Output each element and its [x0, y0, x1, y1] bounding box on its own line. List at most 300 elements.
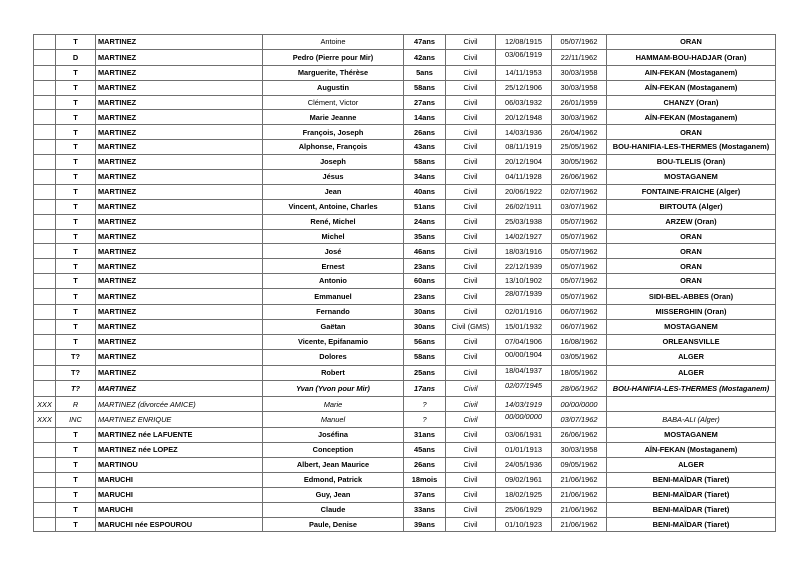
status-cell: Civil	[446, 110, 496, 125]
age-cell: 23ans	[404, 259, 446, 274]
table-row	[34, 155, 776, 170]
code-cell: D	[56, 49, 96, 65]
place-cell: ORLEANSVILLE	[607, 334, 776, 349]
date-cell: 26/06/1962	[552, 170, 607, 185]
birth-date-cell: 09/02/1961	[496, 472, 552, 487]
date-cell: 05/07/1962	[552, 244, 607, 259]
code-cell: T	[56, 155, 96, 170]
first-names-cell: Joseph	[263, 155, 404, 170]
place-cell: BENI-MAÏDAR (Tiaret)	[607, 472, 776, 487]
status-cell: Civil	[446, 259, 496, 274]
mark-cell	[34, 140, 56, 155]
first-names-cell: François, Joseph	[263, 125, 404, 140]
last-name-cell: MARTINOU	[96, 457, 263, 472]
mark-cell	[34, 80, 56, 95]
status-cell: Civil	[446, 487, 496, 502]
mark-cell	[34, 472, 56, 487]
first-names-cell: Edmond, Patrick	[263, 472, 404, 487]
date-cell: 05/07/1962	[552, 214, 607, 229]
birth-date-cell: 22/12/1939	[496, 259, 552, 274]
place-cell: MOSTAGANEM	[607, 319, 776, 334]
status-cell: Civil	[446, 170, 496, 185]
age-cell: 33ans	[404, 502, 446, 517]
first-names-cell: Paule, Denise	[263, 517, 404, 532]
date-cell: 09/05/1962	[552, 457, 607, 472]
code-cell: T?	[56, 365, 96, 381]
status-cell: Civil	[446, 140, 496, 155]
first-names-cell: Manuel	[263, 412, 404, 428]
date-cell: 26/06/1962	[552, 428, 607, 443]
status-cell: Civil	[446, 349, 496, 365]
age-cell: ?	[404, 397, 446, 412]
first-names-cell: Marguerite, Thérèse	[263, 65, 404, 80]
date-cell: 30/03/1958	[552, 80, 607, 95]
date-cell: 05/07/1962	[552, 274, 607, 289]
age-cell: 43ans	[404, 140, 446, 155]
code-cell: T	[56, 274, 96, 289]
date-cell: 03/05/1962	[552, 349, 607, 365]
age-cell: 35ans	[404, 229, 446, 244]
table-row	[34, 319, 776, 334]
last-name-cell: MARTINEZ	[96, 125, 263, 140]
code-cell: T	[56, 229, 96, 244]
mark-cell	[34, 457, 56, 472]
place-cell: ORAN	[607, 259, 776, 274]
code-cell: T	[56, 214, 96, 229]
table-row	[34, 95, 776, 110]
last-name-cell: MARTINEZ	[96, 35, 263, 50]
last-name-cell: MARTINEZ	[96, 95, 263, 110]
birth-date-cell: 18/02/1925	[496, 487, 552, 502]
age-cell: 58ans	[404, 80, 446, 95]
status-cell: Civil	[446, 412, 496, 428]
mark-cell	[34, 259, 56, 274]
code-cell: T	[56, 80, 96, 95]
place-cell: AIN-FEKAN (Mostaganem)	[607, 65, 776, 80]
place-cell: ORAN	[607, 35, 776, 50]
code-cell: T	[56, 244, 96, 259]
birth-date-cell: 20/12/1904	[496, 155, 552, 170]
age-cell: 26ans	[404, 125, 446, 140]
table-row	[34, 428, 776, 443]
code-cell: T	[56, 428, 96, 443]
first-names-cell: Joséfina	[263, 428, 404, 443]
status-cell: Civil (GMS)	[446, 319, 496, 334]
last-name-cell: MARTINEZ née LAFUENTE	[96, 428, 263, 443]
last-name-cell: MARTINEZ	[96, 170, 263, 185]
place-cell: AÏN-FEKAN (Mostaganem)	[607, 443, 776, 458]
place-cell: AÏN-FEKAN (Mostaganem)	[607, 110, 776, 125]
date-cell: 00/00/0000	[552, 397, 607, 412]
age-cell: 31ans	[404, 428, 446, 443]
last-name-cell: MARTINEZ	[96, 289, 263, 305]
code-cell: T	[56, 35, 96, 50]
table-row	[34, 140, 776, 155]
birth-date-cell: 18/03/1916	[496, 244, 552, 259]
status-cell: Civil	[446, 381, 496, 397]
age-cell: 5ans	[404, 65, 446, 80]
table-row	[34, 502, 776, 517]
birth-date-cell: 25/03/1938	[496, 214, 552, 229]
birth-date-cell: 12/08/1915	[496, 35, 552, 50]
code-cell: T	[56, 319, 96, 334]
age-cell: 40ans	[404, 184, 446, 199]
birth-date-cell: 04/11/1928	[496, 170, 552, 185]
mark-cell	[34, 502, 56, 517]
first-names-cell: Conception	[263, 443, 404, 458]
date-cell: 06/07/1962	[552, 305, 607, 320]
table-row	[34, 289, 776, 305]
first-names-cell: José	[263, 244, 404, 259]
birth-date-cell: 08/11/1919	[496, 140, 552, 155]
place-cell: AÏN-FEKAN (Mostaganem)	[607, 80, 776, 95]
mark-cell	[34, 214, 56, 229]
status-cell: Civil	[446, 244, 496, 259]
first-names-cell: Marie	[263, 397, 404, 412]
date-cell: 30/03/1958	[552, 65, 607, 80]
code-cell: T?	[56, 381, 96, 397]
last-name-cell: MARTINEZ	[96, 155, 263, 170]
birth-date-cell: 03/06/1919	[496, 49, 552, 65]
first-names-cell: Augustin	[263, 80, 404, 95]
birth-date-cell: 28/07/1939	[496, 289, 552, 305]
status-cell: Civil	[446, 49, 496, 65]
mark-cell	[34, 155, 56, 170]
age-cell: 17ans	[404, 381, 446, 397]
status-cell: Civil	[446, 199, 496, 214]
status-cell: Civil	[446, 80, 496, 95]
place-cell: ALGER	[607, 349, 776, 365]
age-cell: 45ans	[404, 443, 446, 458]
table-row	[34, 184, 776, 199]
first-names-cell: Alphonse, François	[263, 140, 404, 155]
table-row	[34, 487, 776, 502]
status-cell: Civil	[446, 65, 496, 80]
status-cell: Civil	[446, 184, 496, 199]
place-cell: BOU-HANIFIA-LES-THERMES (Mostaganem)	[607, 381, 776, 397]
mark-cell	[34, 274, 56, 289]
status-cell: Civil	[446, 155, 496, 170]
status-cell: Civil	[446, 35, 496, 50]
table-row	[34, 412, 776, 428]
date-cell: 16/08/1962	[552, 334, 607, 349]
status-cell: Civil	[446, 229, 496, 244]
place-cell: ALGER	[607, 365, 776, 381]
place-cell: ORAN	[607, 244, 776, 259]
status-cell: Civil	[446, 517, 496, 532]
date-cell: 21/06/1962	[552, 487, 607, 502]
birth-date-cell: 00/00/1904	[496, 349, 552, 365]
mark-cell	[34, 184, 56, 199]
table-row	[34, 457, 776, 472]
status-cell: Civil	[446, 457, 496, 472]
code-cell: T	[56, 140, 96, 155]
birth-date-cell: 14/02/1927	[496, 229, 552, 244]
place-cell: SIDI-BEL-ABBES (Oran)	[607, 289, 776, 305]
age-cell: 37ans	[404, 487, 446, 502]
date-cell: 30/05/1962	[552, 155, 607, 170]
birth-date-cell: 06/03/1932	[496, 95, 552, 110]
first-names-cell: Robert	[263, 365, 404, 381]
table-row	[34, 229, 776, 244]
table-row	[34, 35, 776, 50]
first-names-cell: Albert, Jean Maurice	[263, 457, 404, 472]
birth-date-cell: 07/04/1906	[496, 334, 552, 349]
last-name-cell: MARTINEZ	[96, 80, 263, 95]
place-cell: BENI-MAÏDAR (Tiaret)	[607, 502, 776, 517]
mark-cell	[34, 65, 56, 80]
table-row	[34, 170, 776, 185]
last-name-cell: MARTINEZ	[96, 244, 263, 259]
place-cell: MISSERGHIN (Oran)	[607, 305, 776, 320]
birth-date-cell: 03/06/1931	[496, 428, 552, 443]
first-names-cell: Emmanuel	[263, 289, 404, 305]
mark-cell	[34, 95, 56, 110]
birth-date-cell: 01/10/1923	[496, 517, 552, 532]
last-name-cell: MARUCHI	[96, 502, 263, 517]
date-cell: 30/03/1962	[552, 110, 607, 125]
birth-date-cell: 02/01/1916	[496, 305, 552, 320]
age-cell: 27ans	[404, 95, 446, 110]
mark-cell	[34, 349, 56, 365]
last-name-cell: MARTINEZ	[96, 49, 263, 65]
date-cell: 06/07/1962	[552, 319, 607, 334]
age-cell: 23ans	[404, 289, 446, 305]
table-row	[34, 305, 776, 320]
first-names-cell: Ernest	[263, 259, 404, 274]
birth-date-cell: 01/01/1913	[496, 443, 552, 458]
date-cell: 21/06/1962	[552, 472, 607, 487]
mark-cell: XXX	[34, 397, 56, 412]
last-name-cell: MARTINEZ ENRIQUE	[96, 412, 263, 428]
birth-date-cell: 25/12/1906	[496, 80, 552, 95]
place-cell: ORAN	[607, 229, 776, 244]
birth-date-cell: 02/07/1945	[496, 381, 552, 397]
date-cell: 26/01/1959	[552, 95, 607, 110]
last-name-cell: MARTINEZ	[96, 365, 263, 381]
first-names-cell: Clément, Victor	[263, 95, 404, 110]
place-cell: ARZEW (Oran)	[607, 214, 776, 229]
mark-cell	[34, 229, 56, 244]
last-name-cell: MARTINEZ (divorcée AMICE)	[96, 397, 263, 412]
birth-date-cell: 15/01/1932	[496, 319, 552, 334]
date-cell: 30/03/1958	[552, 443, 607, 458]
mark-cell	[34, 199, 56, 214]
code-cell: T	[56, 305, 96, 320]
age-cell: 42ans	[404, 49, 446, 65]
code-cell: T	[56, 199, 96, 214]
last-name-cell: MARTINEZ	[96, 184, 263, 199]
date-cell: 03/07/1962	[552, 412, 607, 428]
age-cell: 56ans	[404, 334, 446, 349]
table-row	[34, 259, 776, 274]
age-cell: 47ans	[404, 35, 446, 50]
registry-rows	[34, 35, 776, 532]
first-names-cell: René, Michel	[263, 214, 404, 229]
code-cell: T	[56, 259, 96, 274]
table-row	[34, 381, 776, 397]
birth-date-cell: 26/02/1911	[496, 199, 552, 214]
age-cell: 39ans	[404, 517, 446, 532]
status-cell: Civil	[446, 502, 496, 517]
age-cell: 25ans	[404, 365, 446, 381]
code-cell: T	[56, 443, 96, 458]
place-cell: MOSTAGANEM	[607, 428, 776, 443]
mark-cell: XXX	[34, 412, 56, 428]
last-name-cell: MARTINEZ	[96, 229, 263, 244]
last-name-cell: MARTINEZ	[96, 110, 263, 125]
last-name-cell: MARUCHI	[96, 487, 263, 502]
table-row	[34, 244, 776, 259]
birth-date-cell: 14/03/1936	[496, 125, 552, 140]
age-cell: 18mois	[404, 472, 446, 487]
birth-date-cell: 13/10/1902	[496, 274, 552, 289]
table-row	[34, 214, 776, 229]
age-cell: 34ans	[404, 170, 446, 185]
table-row	[34, 65, 776, 80]
table-row	[34, 349, 776, 365]
birth-date-cell: 20/12/1948	[496, 110, 552, 125]
age-cell: 58ans	[404, 155, 446, 170]
place-cell: BOU-TLELIS (Oran)	[607, 155, 776, 170]
date-cell: 05/07/1962	[552, 35, 607, 50]
last-name-cell: MARTINEZ	[96, 305, 263, 320]
status-cell: Civil	[446, 305, 496, 320]
date-cell: 05/07/1962	[552, 259, 607, 274]
status-cell: Civil	[446, 334, 496, 349]
place-cell: FONTAINE-FRAICHE (Alger)	[607, 184, 776, 199]
date-cell: 22/11/1962	[552, 49, 607, 65]
status-cell: Civil	[446, 214, 496, 229]
age-cell: 30ans	[404, 305, 446, 320]
first-names-cell: Dolores	[263, 349, 404, 365]
mark-cell	[34, 381, 56, 397]
table-row	[34, 125, 776, 140]
date-cell: 05/07/1962	[552, 229, 607, 244]
code-cell: T?	[56, 349, 96, 365]
mark-cell	[34, 319, 56, 334]
table-row	[34, 517, 776, 532]
place-cell: HAMMAM-BOU-HADJAR (Oran)	[607, 49, 776, 65]
birth-date-cell: 25/06/1929	[496, 502, 552, 517]
date-cell: 28/06/1962	[552, 381, 607, 397]
first-names-cell: Claude	[263, 502, 404, 517]
first-names-cell: Michel	[263, 229, 404, 244]
table-row	[34, 397, 776, 412]
birth-date-cell: 20/06/1922	[496, 184, 552, 199]
table-row	[34, 274, 776, 289]
last-name-cell: MARUCHI	[96, 472, 263, 487]
last-name-cell: MARTINEZ	[96, 259, 263, 274]
date-cell: 03/07/1962	[552, 199, 607, 214]
age-cell: 60ans	[404, 274, 446, 289]
birth-date-cell: 00/00/0000	[496, 412, 552, 428]
place-cell: BENI-MAÏDAR (Tiaret)	[607, 487, 776, 502]
status-cell: Civil	[446, 365, 496, 381]
status-cell: Civil	[446, 443, 496, 458]
mark-cell	[34, 110, 56, 125]
code-cell: T	[56, 125, 96, 140]
age-cell: 30ans	[404, 319, 446, 334]
mark-cell	[34, 443, 56, 458]
place-cell: CHANZY (Oran)	[607, 95, 776, 110]
last-name-cell: MARTINEZ	[96, 274, 263, 289]
date-cell: 21/06/1962	[552, 502, 607, 517]
last-name-cell: MARTINEZ	[96, 334, 263, 349]
place-cell: ORAN	[607, 125, 776, 140]
last-name-cell: MARTINEZ	[96, 319, 263, 334]
first-names-cell: Marie Jeanne	[263, 110, 404, 125]
code-cell: T	[56, 334, 96, 349]
place-cell: ALGER	[607, 457, 776, 472]
table-row	[34, 334, 776, 349]
code-cell: T	[56, 110, 96, 125]
first-names-cell: Vincent, Antoine, Charles	[263, 199, 404, 214]
first-names-cell: Antonio	[263, 274, 404, 289]
date-cell: 21/06/1962	[552, 517, 607, 532]
status-cell: Civil	[446, 472, 496, 487]
place-cell: ORAN	[607, 274, 776, 289]
age-cell: 26ans	[404, 457, 446, 472]
code-cell: T	[56, 517, 96, 532]
mark-cell	[34, 487, 56, 502]
code-cell: T	[56, 289, 96, 305]
table-row	[34, 110, 776, 125]
registry-table	[33, 34, 776, 532]
first-names-cell: Pedro (Pierre pour Mir)	[263, 49, 404, 65]
age-cell: ?	[404, 412, 446, 428]
mark-cell	[34, 428, 56, 443]
first-names-cell: Vicente, Epifanamio	[263, 334, 404, 349]
date-cell: 26/04/1962	[552, 125, 607, 140]
last-name-cell: MARTINEZ	[96, 65, 263, 80]
first-names-cell: Jésus	[263, 170, 404, 185]
status-cell: Civil	[446, 125, 496, 140]
table-row	[34, 365, 776, 381]
first-names-cell: Fernando	[263, 305, 404, 320]
code-cell: T	[56, 170, 96, 185]
mark-cell	[34, 365, 56, 381]
date-cell: 05/07/1962	[552, 289, 607, 305]
age-cell: 24ans	[404, 214, 446, 229]
date-cell: 25/05/1962	[552, 140, 607, 155]
code-cell: T	[56, 184, 96, 199]
first-names-cell: Gaëtan	[263, 319, 404, 334]
last-name-cell: MARTINEZ	[96, 214, 263, 229]
first-names-cell: Antoine	[263, 35, 404, 50]
table-row	[34, 80, 776, 95]
table-row	[34, 199, 776, 214]
mark-cell	[34, 334, 56, 349]
place-cell: BOU-HANIFIA-LES-THERMES (Mostaganem)	[607, 140, 776, 155]
status-cell: Civil	[446, 428, 496, 443]
last-name-cell: MARTINEZ	[96, 349, 263, 365]
place-cell	[607, 397, 776, 412]
last-name-cell: MARTINEZ née LOPEZ	[96, 443, 263, 458]
place-cell: BABA-ALI (Alger)	[607, 412, 776, 428]
last-name-cell: MARTINEZ	[96, 140, 263, 155]
mark-cell	[34, 289, 56, 305]
status-cell: Civil	[446, 397, 496, 412]
birth-date-cell: 14/11/1953	[496, 65, 552, 80]
code-cell: T	[56, 472, 96, 487]
mark-cell	[34, 244, 56, 259]
code-cell: T	[56, 487, 96, 502]
code-cell: T	[56, 457, 96, 472]
age-cell: 46ans	[404, 244, 446, 259]
status-cell: Civil	[446, 274, 496, 289]
date-cell: 02/07/1962	[552, 184, 607, 199]
